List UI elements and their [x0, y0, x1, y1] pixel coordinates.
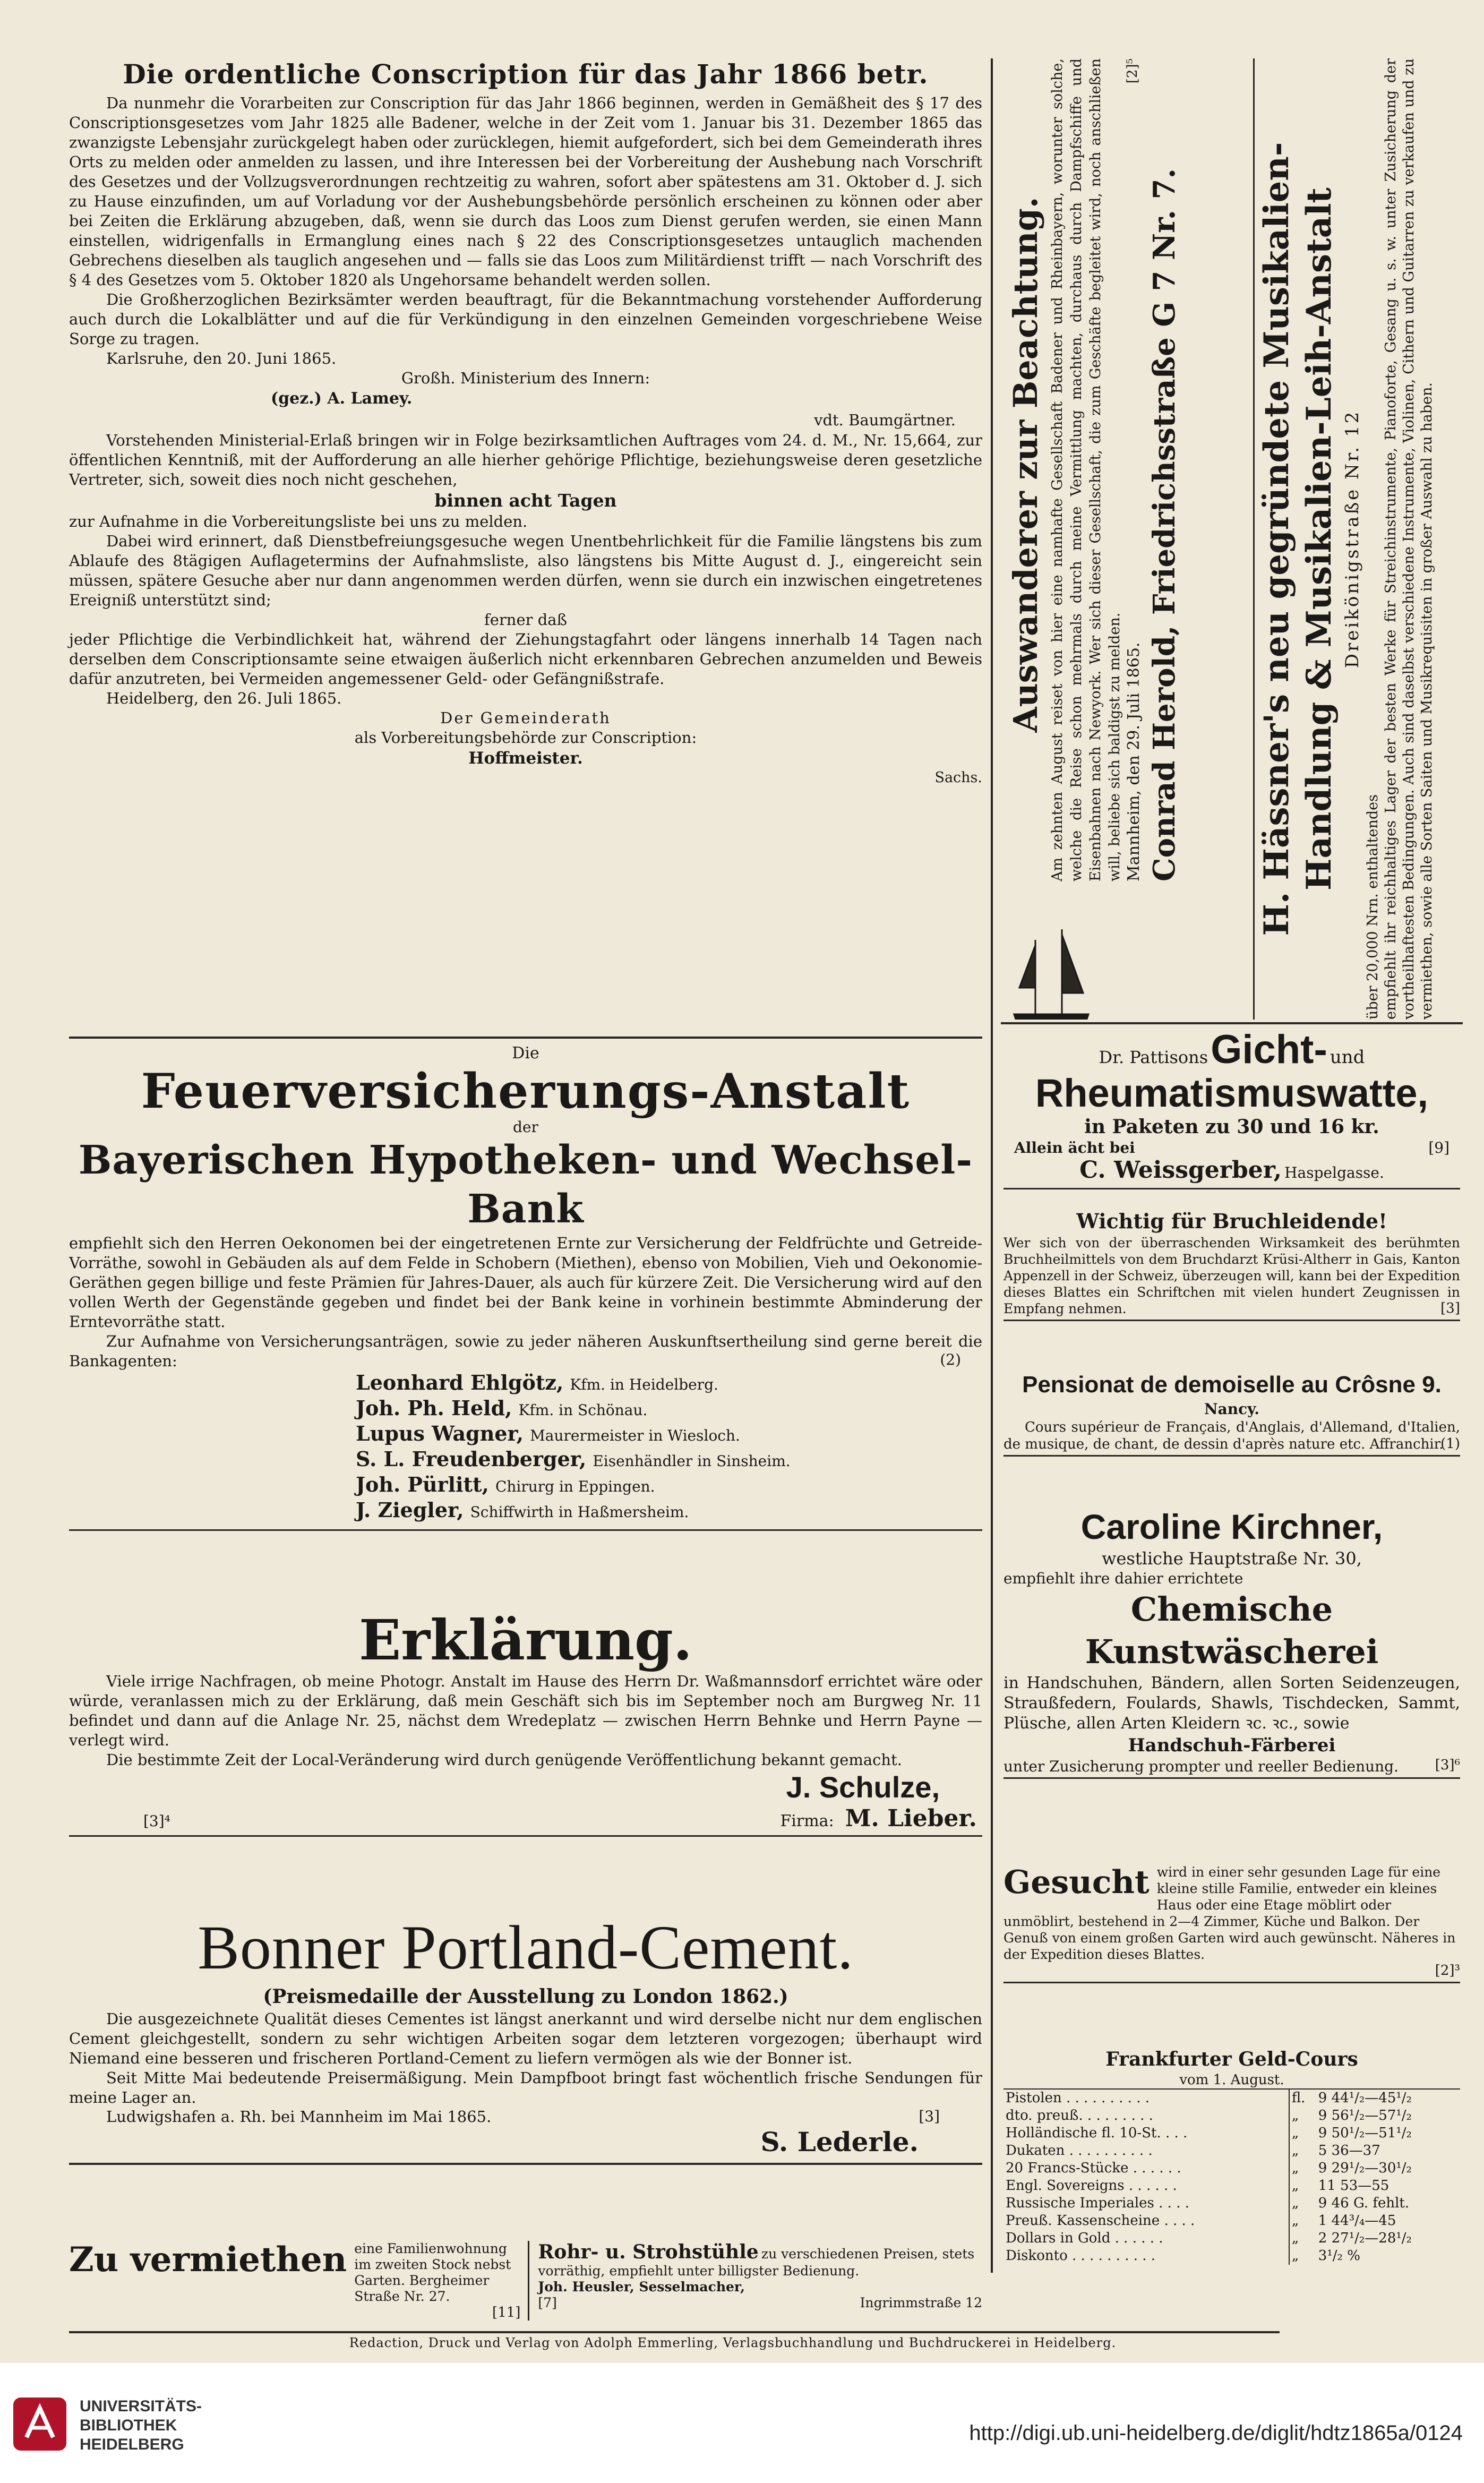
- fire-insurance-ad: [69, 1043, 982, 1531]
- exchange-rates: [1003, 2047, 1460, 2265]
- conscription-vdt: vdt. Baumgärtner.: [814, 411, 956, 429]
- pensionat-body: Cours supérieur de Français, d'Anglais, d'Allemand, d'Italien, de musique, de chant, de dessin d'après nature etc. Affranchir.: [1003, 1419, 1460, 1452]
- kirchner-recommends: empfiehlt ihre dahier errichtete: [1003, 1570, 1243, 1587]
- conscription-notice: [69, 58, 982, 787]
- conscription-deadline: binnen acht Tagen: [434, 490, 617, 511]
- fire-body: empfiehlt sich den Herren Oekonomen bei der eingetretenen Ernte zur Versicherung der Feldfrüchte und Getreide-Vorräthe, sowohl in Gebäuden als auf dem Felde in Schobern (Miethen), ebenso von Mobilien, Vieh und Oekonomie-Geräthen gegen billige und feste Prämien für Jahres-Dauer, als auch für kürzere Zeit. Die Versicherung wird auf den vollen Werth der Gegenstände gegeben und findet bei der Bank keine in vorhinein bestimmte Abminderung der Erntevorräthe statt.: [69, 1234, 982, 1331]
- divider-1: [69, 1037, 982, 1039]
- pensionat-title: Pensionat de demoiselle au Crôsne 9.: [1022, 1372, 1442, 1398]
- cement-ad: [69, 1912, 982, 2165]
- table-row: Holländische fl. 10-St. . . . „ 9 50¹/₂—51¹/₂: [1006, 2125, 1412, 2141]
- bruch-title: Wichtig für Bruchleidende!: [1076, 1209, 1387, 1233]
- gicht-und: und: [1329, 1047, 1365, 1068]
- erklaerung-ad: [69, 1609, 982, 1837]
- fire-bank-name: Bayerischen Hypotheken- und Wechsel-Bank: [78, 1137, 973, 1232]
- vermiethen-ad: [69, 2241, 529, 2321]
- conscription-title: Die ordentliche Conscription für das Jahr 1866 betr.: [123, 58, 929, 90]
- table-row: 20 Francs-Stücke . . . . . . „ 9 29¹/₂—30¹/₂: [1006, 2160, 1412, 2176]
- conscription-ministry: Großh. Ministerium des Innern:: [401, 369, 650, 387]
- cement-title: Bonner Portland-Cement.: [198, 1913, 854, 1982]
- auswanderer-number: [2]⁵: [1125, 58, 1140, 84]
- kirchner-body-2: unter Zusicherung prompter und reeller Bedienung.: [1003, 1758, 1399, 1775]
- auswanderer-rotated: [1003, 58, 1253, 1020]
- table-row: Diskonto . . . . . . . . . . „ 3¹/₂ %: [1006, 2248, 1360, 2264]
- fire-der: der: [513, 1118, 538, 1136]
- auswanderer-title: Auswanderer zur Beachtung.: [1006, 196, 1045, 733]
- haessner-street: Dreikönigstraße Nr. 12: [1342, 409, 1363, 669]
- conscription-council: Der Gemeinderath: [440, 709, 611, 727]
- kirchner-name: Caroline Kirchner,: [1080, 1507, 1383, 1546]
- kirchner-sub: Handschuh-Färberei: [1128, 1735, 1336, 1756]
- table-row: Dollars in Gold . . . . . . „ 2 27¹/₂—28¹/₂: [1006, 2230, 1412, 2246]
- conscription-paragraph-4: Dabei wird erinnert, daß Dienstbefreiungsgesuche wegen Unentbehrlichkeit für die Familie längstens bis zum Ablaufe des 8tägigen Auflagetermins der Aufnahmsliste, also längstens bis Mitte August d. J., eingereicht sein müssen, spätere Gesuche aber nur dann angenommen werden dürfen, wenn sie durch ein inzwischen eingetretenes Ereigniß unterstützt sind;: [69, 532, 982, 609]
- conscription-signed: (gez.) A. Lamey.: [271, 389, 413, 408]
- erklaerung-firma-label: Firma:: [780, 1812, 834, 1830]
- kirchner-title: Chemische Kunstwäscherei: [1085, 1590, 1379, 1671]
- conscription-mayor: Hoffmeister.: [468, 749, 583, 768]
- gicht-number: [9]: [1428, 1139, 1449, 1157]
- gesucht-number: [2]³: [1435, 1963, 1460, 1979]
- fire-agent: Leonhard Ehlgötz, Kfm. in Heidelberg.: [356, 1371, 718, 1394]
- haessner-count: über 20,000 Nrn. enthaltendes: [1365, 794, 1381, 1020]
- kirchner-body: in Handschuhen, Bändern, allen Sorten Seidenzeugen, Straußfedern, Foulards, Shawls, Tischdecken, Sammt, Plüsche, allen Arten Kleidern ꝛc. ꝛc., sowie: [1003, 1674, 1460, 1733]
- cement-body-2: Seit Mitte Mai bedeutende Preisermäßigung. Mein Dampfboot bringt fast wöchentlich frische Sendungen für meine Lager an.: [69, 2069, 982, 2107]
- haessner-body: empfiehlt ihr reichhaltiges Lager der besten Werke für Streichinstrumente, Pianoforte, Gesang u. s. w. unter Zusicherung der vortheilhaftesten Bedingungen. Auch sind daselbst verschiedene Instrumente, Violinen, Cithern und Guitarren zu verkaufen und zu vermiethen, sowie alle Sorten Saiten und Musikrequisiten in großer Auswahl zu haben.: [1383, 58, 1435, 1020]
- erklaerung-signature: J. Schulze,: [786, 1770, 940, 1804]
- bruch-body: Wer sich von der überraschenden Wirksamkeit des berühmten Bruchheilmittels von dem Bruchdarzt Krüsi-Altherr in Gais, Kanton Appenzell in der Schweiz, überzeugen will, kann bei der Expedition dieses Blattes ein Schriftchen mit vielen hundert Zeugnissen in Empfang nehmen.: [1003, 1235, 1460, 1316]
- bruch-ad: [1003, 1208, 1460, 1321]
- gesucht-title: Gesucht: [1003, 1864, 1150, 1901]
- haessner-ad: [1256, 58, 1484, 1020]
- auswanderer-date: Mannheim, den 29. Juli 1865.: [1125, 642, 1143, 881]
- conscription-sachs: Sachs.: [934, 769, 982, 786]
- kirchner-ad: [1003, 1505, 1460, 1779]
- bruch-number: [3]: [1440, 1300, 1460, 1316]
- library-name-1: UNIVERSITÄTS-: [80, 2398, 202, 2415]
- exchange-title: Frankfurter Geld-Cours: [1105, 2048, 1358, 2070]
- conscription-paragraph-3: Vorstehenden Ministerial-Erlaß bringen wir in Folge bezirksamtlichen Auftrages vom 24. d. M., Nr. 15,664, zur öffentlichen Kenntniß, mit der Aufforderung an alle hierher gehörige Pflichtige, beziehungsweise deren gesetzliche Vertreter, sich, soweit dies noch nicht geschehen,: [69, 431, 982, 489]
- vermiethen-body: eine Familienwohnung im zweiten Stock nebst Garten. Bergheimer Straße Nr. 27.: [354, 2241, 511, 2304]
- gicht-packets: in Paketen zu 30 und 16 kr.: [1084, 1116, 1379, 1138]
- fire-title: Feuerversicherungs-Anstalt: [141, 1063, 911, 1119]
- cement-signature: S. Lederle.: [760, 2126, 919, 2157]
- conscription-paragraph-1: Da nunmehr die Vorarbeiten zur Conscription für das Jahr 1866 beginnen, werden in Gemäßheit des § 17 des Conscriptionsgesetzes vom Jahr 1825 alle Badener, welche in der Zeit vom 1. Januar bis 31. Dezember 1865 das zwanzigste Lebensjahr zurückgelegt haben oder zurücklegen, hiemit aufgefordert, sich bei dem Gemeinderath ihres Orts zu melden oder anmelden zu lassen, und ihre Interessen bei der Vorbereitung der Aushebung nach Vorschrift des Gesetzes und der Vollzugsverordnungen rechtzeitig zu wahren, sofort aber spätestens am 31. Oktober d. J. sich zu Hause einzufinden, um auf Vorladung vor der Aushebungsbehörde persönlich erscheinen zu können oder aber bei Zeiten die Erklärung abzugeben, daß, wenn sie durch das Loos zum Dienst gerufen werden, sie einen Mann einstellen, widrigenfalls in Ermanglung eines nach § 22 des Conscriptionsgesetzes untauglich machenden Gebrechens dieselben als tauglich angesehen und — falls sie das Loos zum Militärdienst trifft — nach Vorschrift des § 4 des Gesetzes vom 5. Oktober 1820 als Ungehorsame behandelt werden sollen.: [69, 94, 982, 289]
- pensionat-ad: [1003, 1370, 1460, 1457]
- cement-body: Die ausgezeichnete Qualität dieses Cementes ist längst anerkannt und wird derselbe nicht nur dem englischen Cement gleichgestellt, sondern zu sehr wichtigen Arbeiten sogar dem letzteren vorgezogen; überhaupt wird Niemand eine besseren und frischeren Portland-Cement zu liefern vermögen als wie der Bonner ist.: [69, 2010, 982, 2067]
- kirchner-number: [3]⁶: [1435, 1757, 1460, 1773]
- right-divider-1: [1001, 1022, 1463, 1024]
- source-url-link[interactable]: http://digi.ub.uni-heidelberg.de/diglit/hdtz1865a/0124: [969, 2421, 1463, 2445]
- erklaerung-firma-name: M. Lieber.: [845, 1805, 977, 1832]
- library-logo-icon: [11, 2395, 69, 2453]
- cement-medal: (Preismedaille der Ausstellung zu London 1862.): [263, 1985, 788, 2008]
- erklaerung-body: Viele irrige Nachfragen, ob meine Photogr. Anstalt im Hause des Herrn Dr. Waßmannsdorf errichtet wäre oder würde, veranlassen mich zu der Erklärung, daß mein Geschäft sich bis im September noch am Burgweg Nr. 11 befindet und dann auf die Anlage Nr. 25, nächst dem Wredeplatz — zwischen Herrn Behnke und Herrn Payne — verlegt wird.: [69, 1672, 982, 1749]
- gicht-seller-address: Haspelgasse.: [1284, 1164, 1384, 1181]
- library-name-3: HEIDELBERG: [80, 2436, 184, 2453]
- erklaerung-body-2: Die bestimmte Zeit der Local-Veränderung wird durch genügende Veröffentlichung bekannt gemacht.: [106, 1751, 902, 1769]
- table-row: dto. preuß. . . . . . . . . „ 9 56¹/₂—57¹/₂: [1006, 2108, 1412, 2124]
- table-row: Dukaten . . . . . . . . . . „ 5 36—37: [1006, 2143, 1380, 2159]
- fire-agent: J. Ziegler, Schiffwirth in Haßmersheim.: [356, 1498, 689, 1522]
- exchange-table: [1003, 2090, 1460, 2265]
- fire-die: Die: [512, 1044, 539, 1063]
- fire-agent: Joh. Ph. Held, Kfm. in Schönau.: [356, 1396, 648, 1420]
- divider-footer: [69, 2331, 1280, 2333]
- stuehle-signature: Joh. Heusler, Sesselmacher,: [538, 2279, 745, 2294]
- library-footer: [0, 2363, 1484, 2483]
- pensionat-number: (1): [1440, 1436, 1460, 1452]
- printer-line: Redaction, Druck und Verlag von Adolph Emmerling, Verlagsbuchhandlung und Buchdruckerei in Heidelberg.: [349, 2335, 1117, 2350]
- table-row: Pistolen . . . . . . . . . . fl. 9 44¹/₂—45¹/₂: [1006, 2090, 1412, 2106]
- fire-body-2: Zur Aufnahme von Versicherungsanträgen, sowie zu jeder näheren Auskunftsertheilung sind gerne bereit die Bankagenten:: [69, 1332, 982, 1370]
- gicht-seller: C. Weissgerber,: [1079, 1157, 1282, 1184]
- table-row: Preuß. Kassenscheine . . . . „ 1 44³/₄—45: [1006, 2213, 1396, 2229]
- column-rule: [991, 58, 993, 2273]
- vermiethen-number: [11]: [492, 2305, 521, 2321]
- library-name-2: BIBLIOTHEK: [80, 2417, 177, 2434]
- conscription-paragraph-5: jeder Pflichtige die Verbindlichkeit hat, während der Ziehungstagfahrt oder längens innerhalb 14 Tagen nach derselben dem Conscriptionsamte seine etwaigen äußerlich nicht erkennbaren Gebrechen anzumelden und Beweis dafür anzutreten, bei Vermeiden angemessener Geld- oder Gefängnißstrafe.: [69, 630, 982, 688]
- cement-number: [3]: [919, 2108, 940, 2125]
- gicht-title-1: Gicht-: [1211, 1027, 1327, 1072]
- stuehle-body: zu verschiedenen Preisen, stets vorräthig, empfiehlt unter billigster Bedienung.: [538, 2246, 975, 2279]
- stuehle-ad: [529, 2241, 982, 2321]
- conscription-ferner: ferner daß: [484, 611, 567, 629]
- auswanderer-signature: Conrad Herold, Friedrichsstraße G 7 Nr. 7.: [1147, 168, 1182, 881]
- gicht-title-2: Rheumatismuswatte,: [1035, 1071, 1429, 1115]
- haessner-rotated: [1256, 58, 1484, 1020]
- kirchner-address: westliche Hauptstraße Nr. 30,: [1102, 1548, 1362, 1569]
- gicht-ad: [1003, 1028, 1460, 1189]
- fire-agent: S. L. Freudenberger, Eisenhändler in Sinsheim.: [356, 1447, 791, 1471]
- auswanderer-ad: [1003, 58, 1255, 1020]
- exchange-date: vom 1. August.: [1003, 2071, 1460, 2090]
- conscription-place-date: Karlsruhe, den 20. Juni 1865.: [106, 349, 337, 367]
- vermiethen-title: Zu vermiethen: [69, 2240, 347, 2280]
- erklaerung-number: [3]⁴: [143, 1812, 170, 1830]
- conscription-place-date-2: Heidelberg, den 26. Juli 1865.: [106, 689, 342, 707]
- fire-agent: Joh. Pürlitt, Chirurg in Eppingen.: [356, 1472, 655, 1496]
- stuehle-title: Rohr- u. Strohstühle: [538, 2241, 759, 2263]
- stuehle-number: [7]: [538, 2295, 557, 2310]
- cement-place: Ludwigshafen a. Rh. bei Mannheim im Mai 1865.: [106, 2108, 492, 2126]
- conscription-council-role: als Vorbereitungsbehörde zur Conscription:: [354, 729, 697, 747]
- haessner-title: H. Hässner's neu gegründete Musikalien-Handlung & Musikalien-Leih-Anstalt: [1257, 142, 1339, 936]
- conscription-paragraph-2: Die Großherzoglichen Bezirksämter werden beauftragt, für die Bekanntmachung vorstehender Aufforderung auch durch die Lokalblätter und auf die für Verkündigung in den einzelnen Gemeinden vorgeschriebene Weise Sorge zu tragen.: [69, 290, 982, 348]
- auswanderer-body: Am zehnten August reiset von hier eine namhafte Gesellschaft Badener und Rheinbayern, worunter solche, welche die Reise schon mehrmals durch meine Vermittlung machten, durchaus durch Dampfschiffe und Eisenbahnen nach Newyork. Wer sich dieser Gesellschaft, die zum Geschäfte begleitet wird, noch anschließen will, beliebe sich baldigst zu melden.: [1049, 58, 1123, 881]
- small-ads-row: [69, 2241, 982, 2321]
- pensionat-place: Nancy.: [1204, 1400, 1259, 1418]
- table-row: Russische Imperiales . . . . „ 9 46 G. fehlt.: [1006, 2195, 1410, 2211]
- stuehle-address: Ingrimmstraße 12: [860, 2295, 982, 2310]
- fire-agent: Lupus Wagner, Maurermeister in Wiesloch.: [356, 1422, 740, 1445]
- gicht-only: Allein ächt bei: [1014, 1139, 1135, 1157]
- erklaerung-title: Erklärung.: [359, 1607, 692, 1673]
- gicht-pre: Dr. Pattisons: [1099, 1047, 1208, 1067]
- gesucht-ad: [1003, 1864, 1460, 1983]
- conscription-paragraph-3-end: zur Aufnahme in die Vorbereitungsliste bei uns zu melden.: [69, 512, 528, 530]
- gesucht-body: wird in einer sehr gesunden Lage für eine kleine stille Familie, entweder ein kleines Haus oder eine Etage möblirt oder unmöblirt, bestehend in 2—4 Zimmer, Küche und Balkon. Der Genuß von einem großen Garten wird auch gewünscht. Näheres in der Expedition dieses Blattes.: [1003, 1864, 1456, 1962]
- fire-number: (2): [940, 1351, 961, 1368]
- table-row: Engl. Sovereigns . . . . . . „ 11 53—55: [1006, 2178, 1389, 2194]
